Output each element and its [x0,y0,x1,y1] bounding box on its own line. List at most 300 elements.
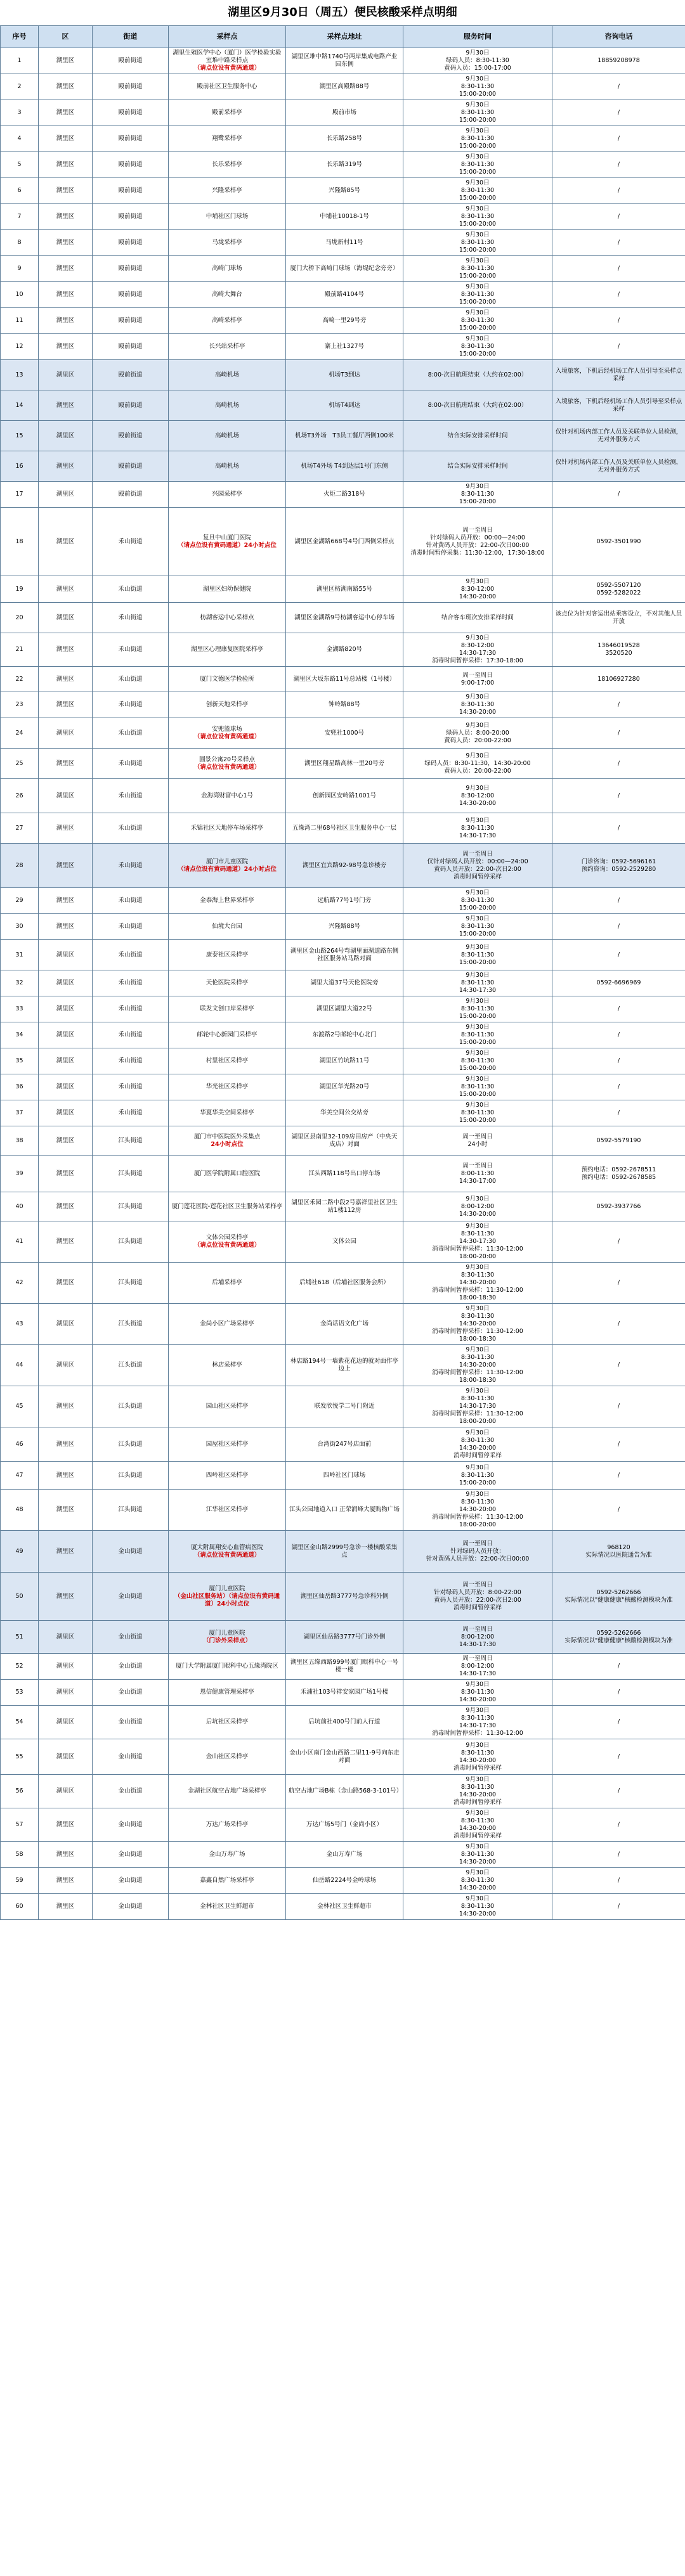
address-cell [286,633,403,667]
table-row [1,844,685,888]
street-text: 禾山街道 [118,759,143,767]
row-number-cell [1,813,39,844]
row-number-cell [1,1894,39,1920]
address-cell [286,813,403,844]
service-time-cell [403,718,552,749]
street-text: 禾山街道 [118,538,143,545]
district-text: 湖里区 [56,979,75,986]
district-text: 湖里区 [56,1506,75,1513]
street-cell [93,970,169,996]
phone-cell [552,718,685,749]
phone-text: / [617,1440,620,1448]
district-cell [39,1680,93,1706]
row-number-cell [1,996,39,1022]
service-time-text: 8:00-次日航班结束（大约在02:00） [427,401,528,409]
service-time-cell [403,74,552,100]
phone-text: 入境旅客，下机后经机场工作人员引导至采样点采样 [555,367,682,382]
address-text: 航空古地广场B栋（金山路568-3-101号） [289,1787,403,1794]
site-yellow-code-note: （请点位设有黄码通道） [193,65,261,72]
table-row [1,390,685,421]
address-cell [286,1868,403,1894]
address-text: 湖里区翔星路高林一里20号旁 [304,759,385,767]
table-row [1,888,685,914]
district-text: 湖里区 [56,1169,75,1177]
table-row [1,1048,685,1074]
phone-cell [552,48,685,74]
phone-cell [552,230,685,256]
district-cell [39,1156,93,1192]
table-row [1,1462,685,1490]
district-cell [39,844,93,888]
street-cell [93,1263,169,1304]
district-text: 湖里区 [56,538,75,545]
district-text: 湖里区 [56,759,75,767]
row-number-text: 40 [15,1202,23,1210]
table-row [1,1531,685,1573]
service-time-text: 9月30日 8:30-11:30 15:00-20:00 [459,283,497,306]
table-row [1,230,685,256]
address-text: 后埔社618（后埔社区服务会所） [299,1279,389,1286]
phone-cell [552,692,685,718]
district-text: 湖里区 [56,923,75,930]
phone-cell [552,1126,685,1156]
site-cell [169,1022,286,1048]
address-text: 江头公园地道入口 正荣润峰大厦购物广场 [289,1506,400,1513]
street-cell [93,633,169,667]
service-time-text: 9月30日 8:30-11:30 15:00-20:00 [459,231,497,254]
street-cell [93,1022,169,1048]
row-number-text: 7 [17,213,22,220]
table-row [1,360,685,390]
site-cell [169,1621,286,1654]
street-text: 殿前街道 [118,265,143,272]
street-text: 禾山街道 [118,861,143,869]
address-cell [286,1894,403,1920]
site-text: 长乐采样亭 [212,161,242,168]
site-text: 仙境大台园 [212,923,242,930]
table-row [1,1263,685,1304]
row-number-cell [1,749,39,779]
address-cell [286,844,403,888]
row-number-cell [1,1074,39,1100]
row-number-text: 31 [15,951,23,958]
address-cell [286,692,403,718]
street-text: 殿前街道 [118,432,143,439]
site-text: 金泰海上世界采样亭 [200,897,254,904]
service-time-text: 9月30日 8:30-11:30 15:00-20:00 [459,915,497,937]
phone-cell [552,1490,685,1531]
phone-cell [552,749,685,779]
phone-text: / [617,1753,620,1760]
row-number-cell [1,1531,39,1573]
street-cell [93,1775,169,1808]
table-row [1,1126,685,1156]
service-time-text: 9月30日 8:30-11:30 14:30-17:30 消毒时间暂停采样：11:30-12:00 18:00-20:00 [432,1388,523,1425]
address-cell [286,178,403,204]
site-cell [169,152,286,178]
phone-text: / [617,265,620,272]
phone-cell [552,844,685,888]
phone-text: / [617,792,620,799]
address-text: 湖里区竹坑路11号 [319,1057,370,1064]
district-cell [39,633,93,667]
sampling-sites-table [0,25,685,1920]
phone-cell [552,813,685,844]
site-cell [169,308,286,334]
phone-cell [552,576,685,603]
street-cell [93,718,169,749]
row-number-cell [1,126,39,152]
row-number-cell [1,482,39,508]
phone-cell [552,360,685,390]
site-cell [169,996,286,1022]
address-cell [286,1842,403,1868]
district-cell [39,178,93,204]
address-cell [286,576,403,603]
address-text: 文体公园 [332,1238,356,1245]
row-number-cell [1,1868,39,1894]
site-text: 湖里生殖医学中心（厦门）医学检验实验室堆中路采样点 [173,49,282,64]
phone-cell [552,1386,685,1427]
street-text: 江头街道 [118,1440,143,1448]
street-cell [93,1304,169,1345]
address-cell [286,1048,403,1074]
site-cell [169,779,286,813]
row-number-text: 27 [15,824,23,832]
service-time-cell [403,633,552,667]
site-text: 厦门儿童医院 [209,1585,245,1592]
row-number-cell [1,914,39,940]
site-text: 高崎机场 [214,432,239,439]
district-text: 湖里区 [56,265,75,272]
street-cell [93,1427,169,1462]
row-number-text: 2 [17,83,22,90]
site-text: 金山万寿广场 [209,1851,245,1858]
row-number-text: 35 [15,1057,23,1064]
street-cell [93,996,169,1022]
street-cell [93,178,169,204]
street-text: 禾山街道 [118,923,143,930]
phone-cell [552,256,685,282]
row-number-cell [1,1808,39,1842]
phone-text: / [617,1903,620,1910]
phone-text: 0592-5507120 0592-5282022 [596,581,641,596]
service-time-cell [403,749,552,779]
table-row [1,1808,685,1842]
service-time-text: 9月30日 8:30-11:30 14:30-20:00 消毒时间暂停采样 [453,1810,502,1839]
service-time-text: 9月30日 8:00-12:00 14:30-20:00 [459,1195,497,1218]
row-number-text: 56 [15,1787,23,1794]
phone-text: / [617,1718,620,1725]
table-row [1,334,685,360]
table-row [1,1345,685,1386]
district-text: 湖里区 [56,1903,75,1910]
site-text: 金湖社区航空古地广场采样亭 [188,1787,266,1794]
address-text: 华美空间公交站旁 [320,1109,369,1116]
district-text: 湖里区 [56,792,75,799]
street-cell [93,1386,169,1427]
district-cell [39,1490,93,1531]
row-number-cell [1,1156,39,1192]
service-time-cell [403,1739,552,1775]
address-cell [286,390,403,421]
address-text: 林店路194号一墙紫花花边的就对面作亭边上 [290,1358,399,1372]
street-cell [93,1100,169,1126]
table-row [1,1739,685,1775]
row-number-text: 13 [15,371,23,378]
phone-text: / [617,897,620,904]
street-cell [93,126,169,152]
phone-text: 18859208978 [597,57,640,64]
phone-cell [552,1775,685,1808]
district-cell [39,1868,93,1894]
page-title: 湖里区9月30日（周五）便民核酸采样点明细 [228,6,457,19]
phone-cell [552,633,685,667]
service-time-cell [403,230,552,256]
district-text: 湖里区 [56,371,75,378]
district-text: 湖里区 [56,317,75,324]
phone-text: / [617,1279,620,1286]
site-cell [169,1868,286,1894]
row-number-text: 36 [15,1083,23,1090]
row-number-cell [1,633,39,667]
table-row [1,576,685,603]
address-cell [286,204,403,230]
service-time-cell [403,48,552,74]
district-text: 湖里区 [56,1592,75,1600]
street-text: 江头街道 [118,1403,143,1410]
district-cell [39,667,93,692]
row-number-text: 51 [15,1633,23,1640]
site-cell [169,256,286,282]
site-text: 四岭社区采样亭 [206,1471,249,1479]
street-cell [93,914,169,940]
street-text: 禾山街道 [118,1031,143,1038]
row-number-cell [1,1462,39,1490]
street-text: 金山街道 [118,1877,143,1884]
service-time-cell [403,126,552,152]
address-cell [286,334,403,360]
address-text: 兴隆路85号 [328,187,361,194]
site-cell [169,1706,286,1739]
phone-text: / [617,1471,620,1479]
phone-text: / [617,491,620,498]
district-text: 湖里区 [56,1137,75,1144]
site-cell [169,718,286,749]
address-text: 湖里大道37号天伦医院旁 [310,979,379,986]
header-site: 采样点 [169,26,286,48]
site-text: 园屋社区采样亭 [206,1440,249,1448]
row-number-text: 3 [17,109,22,116]
district-cell [39,1100,93,1126]
site-yellow-code-note: 24小时点位 [211,1140,244,1148]
service-time-cell [403,914,552,940]
district-cell [39,1386,93,1427]
table-row [1,100,685,126]
district-cell [39,1706,93,1739]
address-cell [286,749,403,779]
street-cell [93,48,169,74]
phone-text: / [617,239,620,246]
phone-cell [552,1022,685,1048]
address-cell [286,1490,403,1531]
street-cell [93,940,169,970]
service-time-cell [403,1462,552,1490]
phone-cell [552,970,685,996]
service-time-cell [403,421,552,451]
address-cell [286,1621,403,1654]
address-text: 殿前市场 [332,109,356,116]
district-cell [39,508,93,576]
service-time-cell [403,282,552,308]
address-text: 厦门大桥下高崎门球场（海堤纪念旁旁） [290,265,399,272]
district-text: 湖里区 [56,213,75,220]
street-cell [93,100,169,126]
district-cell [39,996,93,1022]
district-text: 湖里区 [56,675,75,683]
table-row [1,1894,685,1920]
row-number-cell [1,576,39,603]
street-cell [93,1680,169,1706]
phone-cell [552,996,685,1022]
phone-cell [552,74,685,100]
service-time-text: 9月30日 8:30-11:30 15:00-20:00 [459,257,497,280]
address-text: 湖里区堆中路1740号两岸集成电路产业园东侧 [291,53,398,68]
site-cell [169,813,286,844]
district-cell [39,914,93,940]
service-time-cell [403,390,552,421]
site-cell [169,1048,286,1074]
site-text: 长兴站采样亭 [209,343,245,350]
district-cell [39,256,93,282]
site-text: 禾锦社区天地停车场采样亭 [190,824,263,832]
row-number-text: 38 [15,1137,23,1144]
row-number-cell [1,1386,39,1427]
row-number-cell [1,360,39,390]
address-cell [286,1386,403,1427]
site-text: 园山社区采样亭 [206,1403,249,1410]
site-cell [169,74,286,100]
district-text: 湖里区 [56,491,75,498]
service-time-text: 9月30日 8:30-11:30 15:00-20:00 [459,101,497,124]
service-time-cell [403,1775,552,1808]
table-row [1,633,685,667]
district-cell [39,126,93,152]
row-number-text: 25 [15,759,23,767]
street-text: 禾山街道 [118,585,143,593]
street-text: 金山街道 [118,1821,143,1828]
row-number-cell [1,308,39,334]
district-text: 湖里区 [56,401,75,409]
address-cell [286,152,403,178]
district-cell [39,970,93,996]
site-cell [169,1531,286,1573]
phone-cell [552,1894,685,1920]
table-row [1,1386,685,1427]
row-number-text: 6 [17,187,22,194]
phone-text: 0592-5579190 [596,1137,641,1144]
site-cell [169,390,286,421]
site-text: 厦门市中医院医外采集点 [193,1133,261,1140]
service-time-text: 9月30日 8:30-11:30 15:00-20:00 [459,1050,497,1072]
address-cell [286,421,403,451]
district-text: 湖里区 [56,343,75,350]
service-time-text: 9月30日 8:30-11:30 14:30-17:30 消毒时间暂停采样：11:30-12:00 [432,1707,523,1737]
district-cell [39,603,93,633]
service-time-cell [403,360,552,390]
row-number-text: 30 [15,923,23,930]
service-time-cell [403,1126,552,1156]
table-row [1,282,685,308]
phone-text: 该点位为针对客运出站乘客设立，不对其他人员开放 [555,610,682,625]
site-cell [169,1427,286,1462]
address-text: 长乐路319号 [326,161,363,168]
district-text: 湖里区 [56,135,75,142]
district-text: 湖里区 [56,729,75,737]
site-text: 高崎门球场 [212,265,242,272]
district-text: 湖里区 [56,1403,75,1410]
street-text: 殿前街道 [118,109,143,116]
address-text: 金尚话语文化广场 [320,1320,369,1327]
address-text: 湖里区高殿路88号 [319,83,370,90]
district-cell [39,692,93,718]
site-cell [169,282,286,308]
row-number-text: 59 [15,1877,23,1884]
row-number-text: 4 [17,135,22,142]
service-time-cell [403,779,552,813]
street-text: 禾山街道 [118,951,143,958]
district-cell [39,813,93,844]
service-time-text: 9月30日 8:30-12:00 14:30-20:00 [459,577,497,600]
phone-text: 入境旅客，下机后经机场工作人员引导至采样点采样 [555,397,682,413]
street-cell [93,1573,169,1621]
street-cell [93,1048,169,1074]
address-text: 马垅新村11号 [325,239,363,246]
street-text: 金山街道 [118,1718,143,1725]
row-number-text: 26 [15,792,23,799]
district-text: 湖里区 [56,585,75,593]
service-time-text: 9月30日 8:30-11:30 15:00-20:00 [459,75,497,98]
phone-text: / [617,923,620,930]
street-cell [93,152,169,178]
district-cell [39,779,93,813]
phone-text: 仅针对机场内部工作人员及关联单位人员检测，无对外服务方式 [555,458,682,473]
table-row [1,1621,685,1654]
site-text: 厦大附属翔安心血管病医院 [190,1543,263,1551]
district-cell [39,334,93,360]
street-cell [93,1868,169,1894]
district-cell [39,1775,93,1808]
service-time-text: 9月30日 8:30-11:30 14:30-17:30 [459,816,497,839]
row-number-text: 17 [15,491,23,498]
site-cell [169,1100,286,1126]
phone-text: / [617,1403,620,1410]
street-cell [93,1654,169,1680]
row-number-cell [1,74,39,100]
address-text: 湖里区枋湖南路55号 [316,585,373,593]
service-time-text: 9月30日 8:30-11:30 14:30-20:00 消毒时间暂停采样 [453,1429,502,1459]
site-cell [169,1842,286,1868]
phone-cell [552,1531,685,1573]
service-time-cell [403,1427,552,1462]
site-text: 園景公寓20号采样点 [199,756,256,763]
street-cell [93,888,169,914]
row-number-text: 39 [15,1169,23,1177]
district-text: 湖里区 [56,1663,75,1670]
address-text: 湖里区禾园二路中段2号嘉祥里社区卫生站1楼112房 [291,1199,398,1214]
site-text: 高崎机场 [214,371,239,378]
district-cell [39,1894,93,1920]
